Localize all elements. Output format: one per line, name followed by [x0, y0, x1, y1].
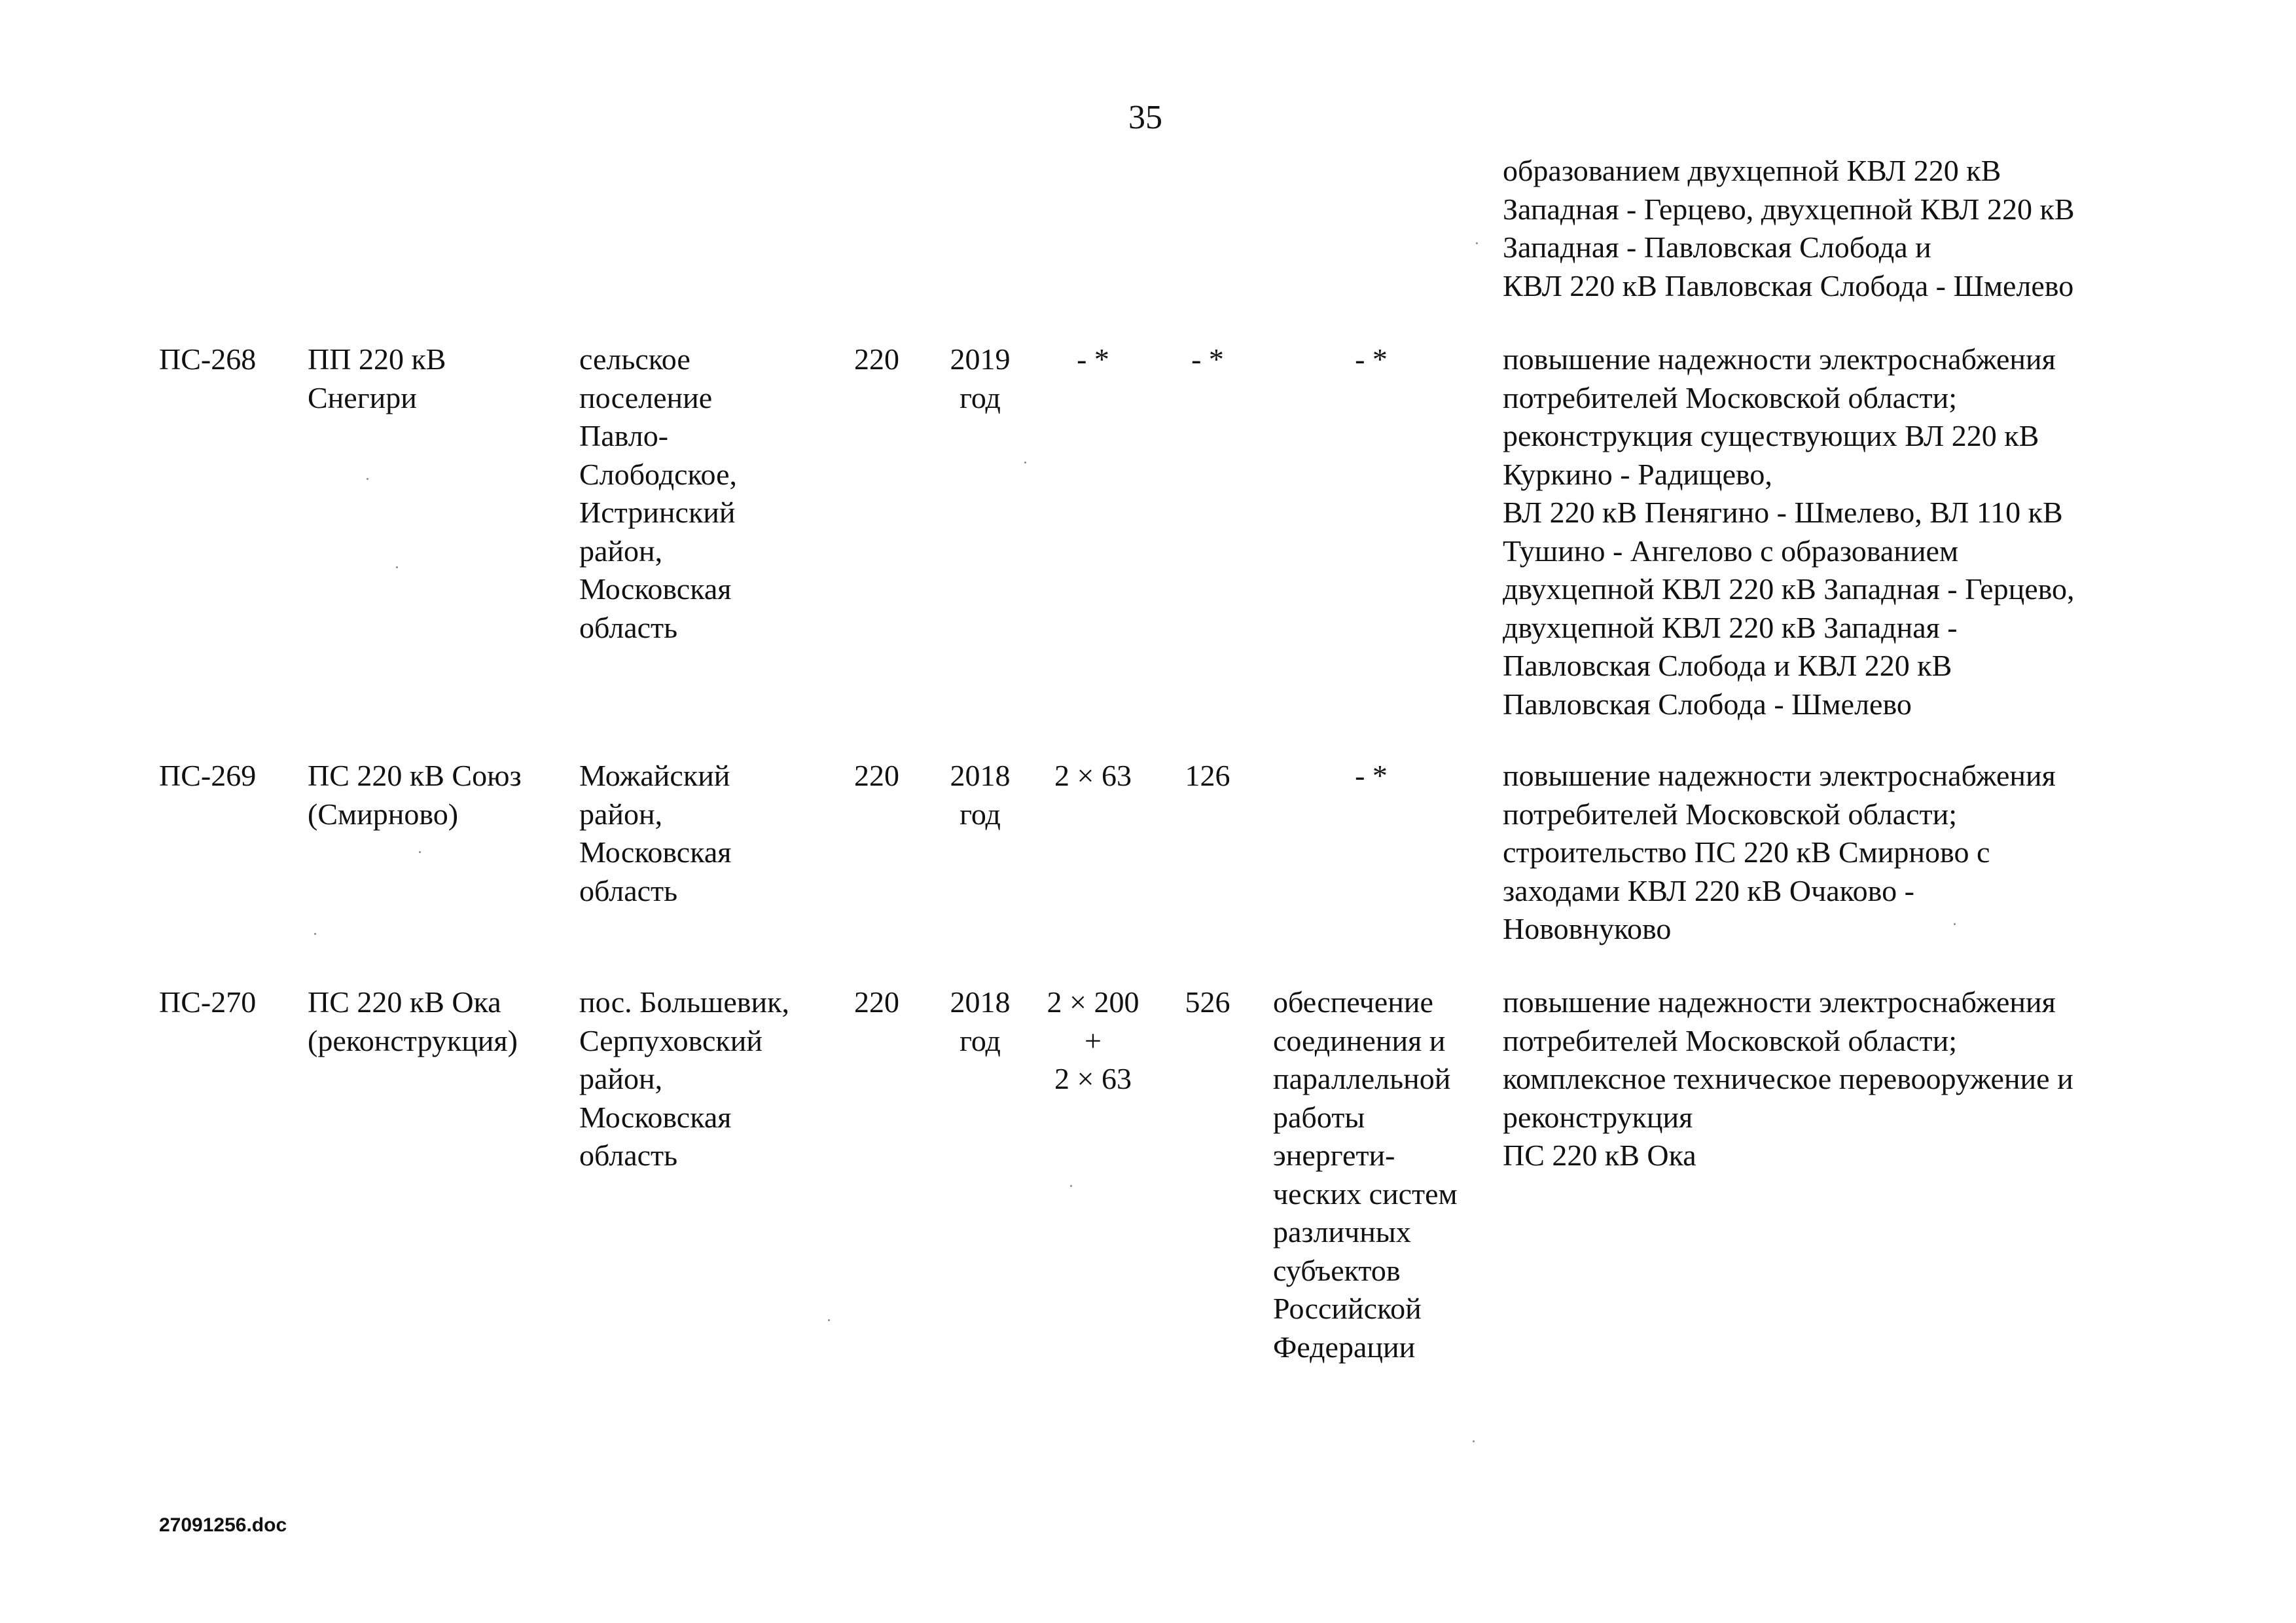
connection-purpose: обеспечение соединения и параллельной работы энергети- ческих систем различных субъектов Российской Федерации	[1273, 985, 1458, 1364]
voltage: 220	[854, 985, 899, 1019]
row-id: ПС-269	[159, 759, 257, 792]
commissioning-year: 2018 год	[950, 985, 1011, 1057]
commissioning-year: 2019 год	[950, 342, 1011, 414]
page-number: 35	[1128, 99, 1162, 136]
capacity: 126	[1185, 759, 1230, 792]
purpose: повышение надежности электроснабжения потребителей Московской области; строительство ПС 220 кВ Смирново с заходами КВЛ 220 кВ Очаково - Нововнуково	[1503, 759, 2056, 945]
scan-speck	[1473, 1440, 1475, 1442]
file-name-footer: 27091256.doc	[159, 1514, 287, 1536]
scan-speck	[1476, 242, 1478, 244]
continuation-purpose: образованием двухцепной КВЛ 220 кВ Западная - Герцево, двухцепной КВЛ 220 кВ Западная - Павловская Слобода и КВЛ 220 кВ Павловская Слобода - Шмелево	[1503, 154, 2075, 302]
connection-purpose: - *	[1355, 759, 1388, 792]
transformer-config: 2 × 63	[1054, 759, 1132, 792]
commissioning-year: 2018 год	[950, 759, 1011, 831]
object-name: ПС 220 кВ Ока (реконструкция)	[308, 985, 518, 1057]
purpose: повышение надежности электроснабжения потребителей Московской области; комплексное техническое перевооружение и реконструкция ПС 220 кВ Ока	[1503, 985, 2073, 1172]
scan-speck	[367, 478, 368, 480]
transformer-config: - *	[1077, 342, 1109, 376]
scan-speck	[1070, 1185, 1072, 1187]
location: Можайский район, Московская область	[579, 759, 732, 907]
scan-speck	[419, 851, 421, 853]
capacity: - *	[1191, 342, 1224, 376]
voltage: 220	[854, 759, 899, 792]
object-name: ПС 220 кВ Союз (Смирново)	[308, 759, 522, 831]
transformer-config: 2 × 200 + 2 × 63	[1047, 985, 1139, 1095]
connection-purpose: - *	[1355, 342, 1388, 376]
object-name: ПП 220 кВ Снегири	[308, 342, 446, 414]
scan-speck	[1954, 923, 1956, 925]
purpose: повышение надежности электроснабжения потребителей Московской области; реконструкция существующих ВЛ 220 кВ Куркино - Радищево, ВЛ 220 кВ Пенягино - Шмелево, ВЛ 110 кВ Тушино - Ангелово с образованием двухцепной КВЛ 220 кВ Западная - Герцево, двухцепной КВЛ 220 кВ Западная - Павловская Слобода и КВЛ 220 кВ Павловская Слобода - Шмелево	[1503, 342, 2075, 721]
scan-speck	[1024, 462, 1026, 464]
scan-speck	[314, 933, 316, 935]
scan-speck	[396, 566, 398, 568]
row-id: ПС-270	[159, 985, 257, 1019]
location: пос. Большевик, Серпуховский район, Московская область	[579, 985, 789, 1172]
voltage: 220	[854, 342, 899, 376]
location: сельское поселение Павло- Слободское, Истринский район, Московская область	[579, 342, 738, 644]
capacity: 526	[1185, 985, 1230, 1019]
scan-speck	[828, 1319, 830, 1321]
row-id: ПС-268	[159, 342, 257, 376]
